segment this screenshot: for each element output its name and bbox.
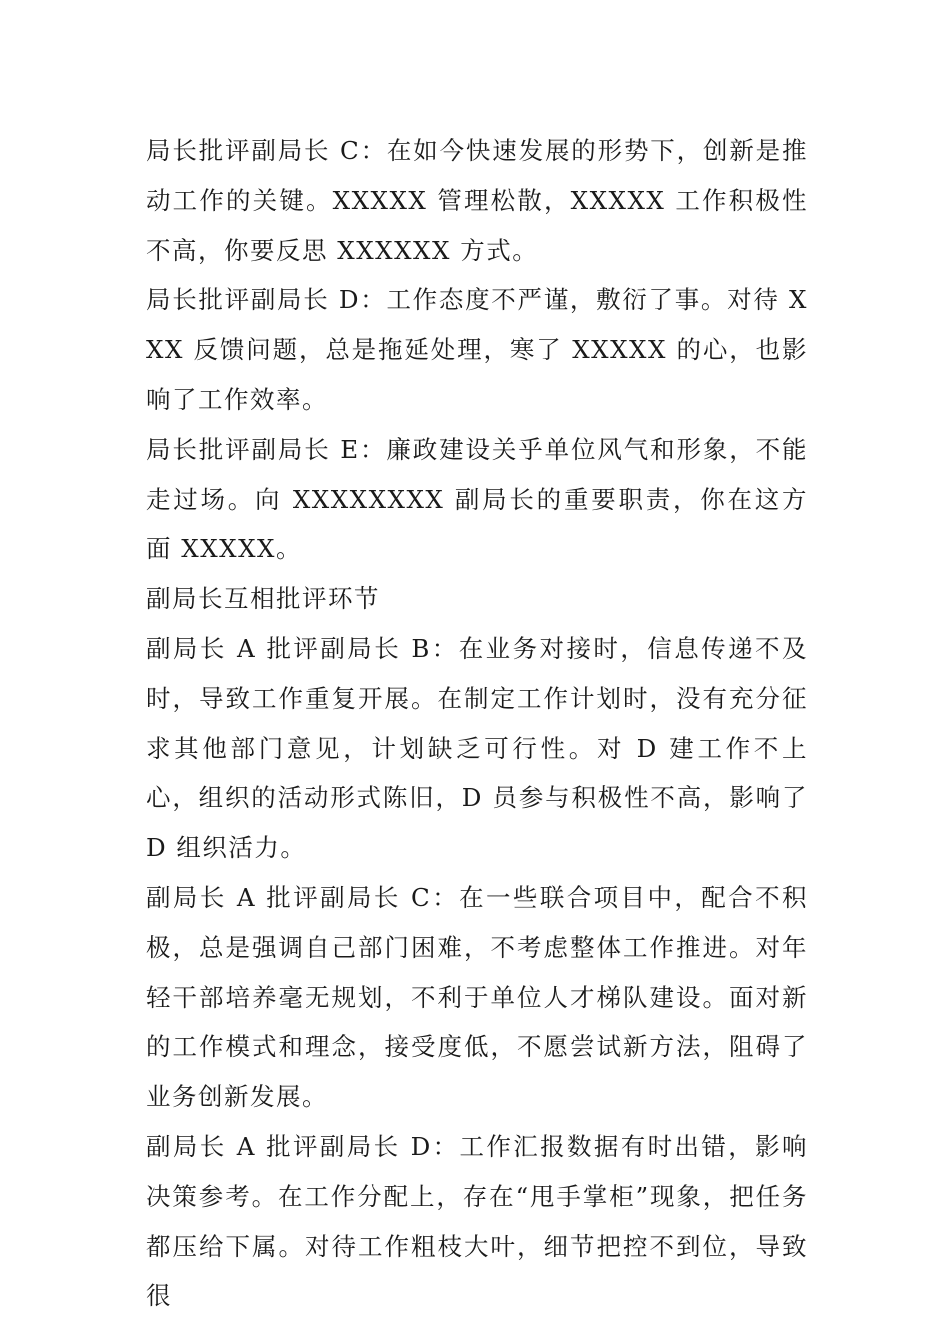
paragraph-deputy-a-criticizes-deputy-c: 副局长 A 批评副局长 C：在一些联合项目中，配合不积极，总是强调自己部门困难，不考虑整体工作推进。对年轻干部培养毫无规划，不利于单位人才梯队建设。面对新的工作模式和理念，接受度低，不愿尝试新方法，阻碍了业务创新发展。 <box>146 882 808 1112</box>
paragraph-director-criticizes-deputy-d: 局长批评副局长 D：工作态度不严谨，敷衍了事。对待 XXX 反馈问题，总是拖延处理，寒了 XXXXX 的心，也影响了工作效率。 <box>146 285 808 414</box>
paragraph-deputy-a-criticizes-deputy-b: 副局长 A 批评副局长 B：在业务对接时，信息传递不及时，导致工作重复开展。在制定工作计划时，没有充分征求其他部门意见，计划缺乏可行性。对 D 建工作不上心，组织的活动形式陈旧，D 员参与积极性不高，影响了 D 组织活力。 <box>146 633 808 863</box>
section-heading-mutual-criticism: 副局长互相批评环节 <box>146 584 380 614</box>
document-body <box>146 126 808 1321</box>
paragraph-director-criticizes-deputy-e: 局长批评副局长 E：廉政建设关乎单位风气和形象，不能走过场。向 XXXXXXXX 副局长的重要职责，你在这方面 XXXXX。 <box>146 434 808 564</box>
paragraph-deputy-a-criticizes-deputy-d: 副局长 A 批评副局长 D：工作汇报数据有时出错，影响决策参考。在工作分配上，存在“甩手掌柜”现象，把任务都压给下属。对待工作粗枝大叶，细节把控不到位，导致很 <box>146 1131 808 1311</box>
paragraph-director-criticizes-deputy-c: 局长批评副局长 C：在如今快速发展的形势下，创新是推动工作的关键。XXXXX 管理松散，XXXXX 工作积极性不高，你要反思 XXXXXX 方式。 <box>146 136 808 265</box>
